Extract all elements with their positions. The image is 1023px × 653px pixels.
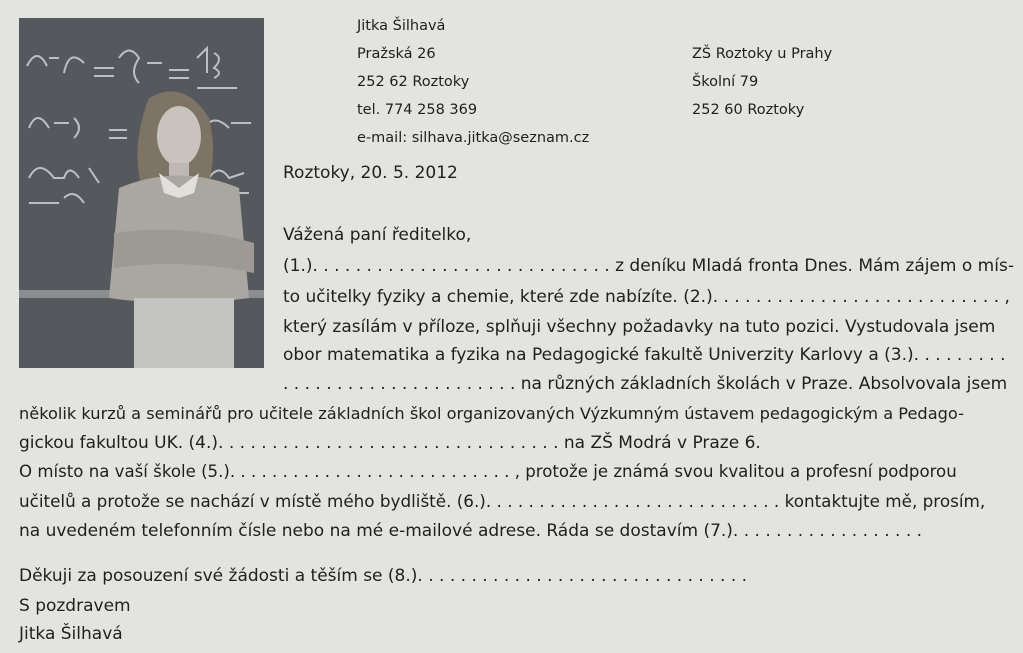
body-line: na uvedeném telefonním čísle nebo na mé e-mailové adrese. Ráda se dostavím (7.). . . . . . . . . . . . . . . . . . <box>19 521 923 541</box>
body-line: gickou fakultou UK. (4.). . . . . . . . . . . . . . . . . . . . . . . . . . . . . . . . na ZŠ Modrá v Praze 6. <box>19 433 761 453</box>
sender-address <box>357 12 589 152</box>
sender-email: e-mail: silhava.jitka@seznam.cz <box>357 130 590 146</box>
letter-date: Roztoky, 20. 5. 2012 <box>283 163 458 183</box>
body-line: učitelů a protože se nachází v místě mého bydliště. (6.). . . . . . . . . . . . . . . . . . . . . . . . . . . . kontaktujte mě, prosím, <box>19 491 986 511</box>
body-line: který zasílám v příloze, splňuji všechny požadavky na tuto pozici. Vystudovala jsem <box>283 317 996 337</box>
body-line: O místo na vaší škole (5.). . . . . . . . . . . . . . . . . . . . . . . . . . . , protože je známá svou kvalitou a profesní podporou <box>19 462 957 481</box>
body-line: (1.). . . . . . . . . . . . . . . . . . . . . . . . . . . . z deníku Mladá fronta Dnes. Mám zájem o mís- <box>283 256 1014 276</box>
sender-phone: tel. 774 258 369 <box>357 102 478 118</box>
recipient-street: Školní 79 <box>692 74 759 90</box>
signature: Jitka Šilhavá <box>19 624 123 644</box>
letter-greeting: Vážená paní ředitelko, <box>283 225 472 245</box>
body-line: několik kurzů a seminářů pro učitele základních škol organizovaných Výzkumným ústavem pedagogickým a Pedago- <box>19 404 964 423</box>
closing-regards: S pozdravem <box>19 596 131 616</box>
recipient-city: 252 60 Roztoky <box>692 102 805 118</box>
body-line: obor matematika a fyzika na Pedagogické fakultě Univerzity Karlovy a (3.). . . . . . . . . <box>283 345 1006 365</box>
sender-city: 252 62 Roztoky <box>357 74 470 90</box>
recipient-name: ZŠ Roztoky u Prahy <box>692 46 833 62</box>
applicant-photo <box>19 18 264 368</box>
body-line: to učitelky fyziky a chemie, které zde nabízíte. (2.). . . . . . . . . . . . . . . . . . . . . . . . . . . , <box>283 287 1010 307</box>
sender-name: Jitka Šilhavá <box>357 18 446 34</box>
closing-thanks: Děkuji za posouzení své žádosti a těším se (8.). . . . . . . . . . . . . . . . . . . . . . . . . . . . . . . <box>19 566 748 586</box>
body-line: . . . . . . . . . . . . . . . . . . . . . . na různých základních školách v Praze. Absolvovala jsem <box>283 374 1008 394</box>
sender-street: Pražská 26 <box>357 46 436 62</box>
recipient-address <box>692 40 832 124</box>
